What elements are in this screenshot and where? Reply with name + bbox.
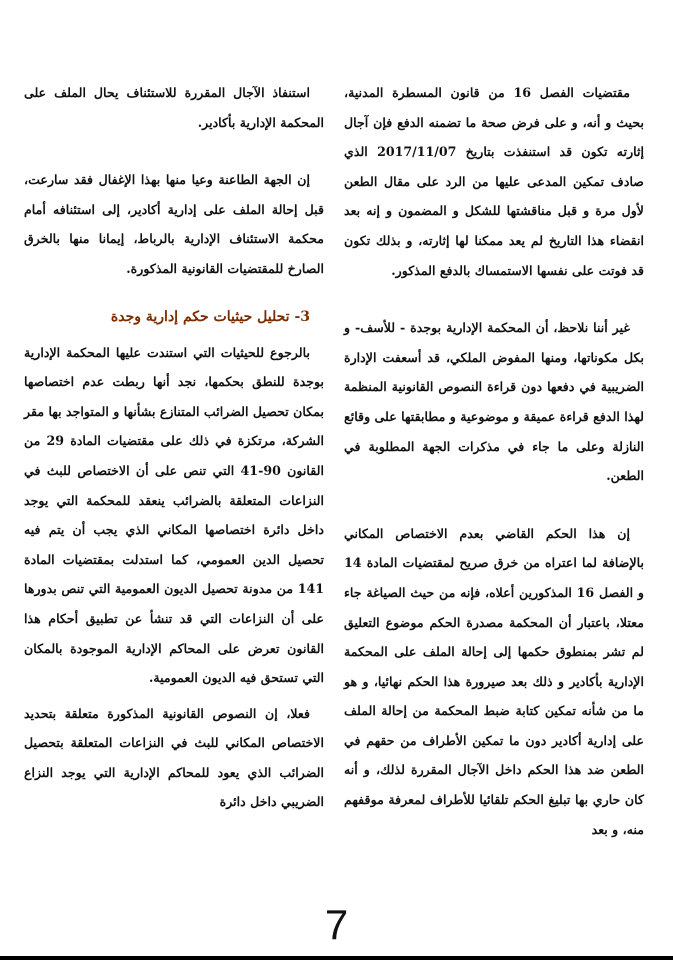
paragraph-judgment-wording: إن هذا الحكم القاضي بعدم الاختصاص المكاني بالإضافة لما اعتراه من خرق صريح لمقتضيات المادة 14 و الفصل 16 المذكورين أعلاه، فإنه من حيث الصياغة جاء معتلا، باعتبار أن المحكمة مصدرة الحكم موضوع التعليق لم تشر بمنطوق حكمها إلى إحالة الملف على المحكمة الإدارية بأكادير و ذلك بعد صيرورة هذا الحكم نهائيا، و هو ما من شأنه تمكين كتابة ضبط المحكمة من إحالة الملف على إدارية أكادير دون ما تمكين الأطراف من حقهم في الطعن ضد هذا الحكم داخل الآجال المقررة لذلك، و أنه كان حاري بها تبليغ الحكم تلقائيا للأطراف لمعرفة موقفهم منه، و بعد [344, 525, 644, 837]
paragraph-appellant-appeal: إن الجهة الطاعنة وعيا منها بهذا الإغفال فقد سارعت، قبل إحالة الملف على إدارية أكادير، إلى استئنافه أمام محكمة الاستئناف الإدارية بالرباط، إيمانا منها بالخرق الصارخ للمقتضيات القانونية المذكورة. [24, 172, 324, 276]
section-heading: 3- تحليل حيثيات حكم إدارية وجدة [110, 308, 310, 325]
paragraph-fc16-deadline: مقتضيات الفصل 16 من قانون المسطرة المدنية، بحيث و أنه، و على فرض صحة ما تضمنه الدفع فإن آجال إثارته تكون قد استنفذت بتاريخ 2017/11/07 الذي صادف تمكين المدعى عليها من الرد على مقال الطعن لأول مرة و قبل مناقشتها للشكل و المضمون و إنه بعد انقضاء هذا التاريخ لم يعد ممكنا لها إثارته، و بذلك تكون قد فوتت على نفسها الاستمساك بالدفع المذكور. [344, 85, 644, 278]
paragraph-court-oujda: غير أننا نلاحظ، أن المحكمة الإدارية بوجدة - للأسف- و بكل مكوناتها، ومنها المفوض الملكي، قد أسعفت الإدارة الضريبية في دفعها دون قراءة النصوص القانونية المنظمة لهذا الدفع قراءة عميقة و موضوعية و مطابقتها على وقائع النازلة وعلى ما جاء في مذكرات الجهة المطلوبة في الطعن. [344, 320, 644, 484]
left-column [24, 78, 324, 817]
bottom-rule [0, 956, 673, 960]
paragraph-grounds-analysis: بالرجوع للحيثيات التي استندت عليها المحكمة الإدارية بوجدة للنطق بحكمها، نجد أنها ربطت عدم اختصاصها بمكان تحصيل الضرائب المتنازع بشأنها و المتواجد بها مقر الشركة، مرتكزة في ذلك على مقتضيات المادة 29 من القانون 90-41 التي تنص على أن الاختصاص للبث في النزاعات المتعلقة بالضرائب ينعقد للمحكمة التي يوجد داخل دائرة اختصاصها المكاني الذي يجب أن يتم فيه تحصيل الدين العمومي، كما استدلت بمقتضيات المادة 141 من مدونة تحصيل الديون العمومية التي تنص بدورها على أن النزاعات التي قد تنشأ عن تطبيق أحكام هذا القانون تعرض على المحاكم الإدارية الموجودة بالمكان التي تستحق فيه الديون العمومية. [24, 344, 325, 686]
paragraph-legal-texts: فعلا، إن النصوص القانونية المذكورة متعلقة بتحديد الاختصاص المكاني للبث في النزاعات المتعلقة بتحصيل الضرائب الذي يعود للمحاكم الإدارية التي يوجد النزاع الضريبي داخل دائرة [24, 705, 324, 810]
page-number: 7 [324, 901, 349, 948]
paragraph-appeal-deadline: استنفاذ الآجال المقررة للاستئناف يحال الملف على المحكمة الإدارية بأكادير. [24, 85, 324, 130]
right-column [344, 78, 644, 844]
